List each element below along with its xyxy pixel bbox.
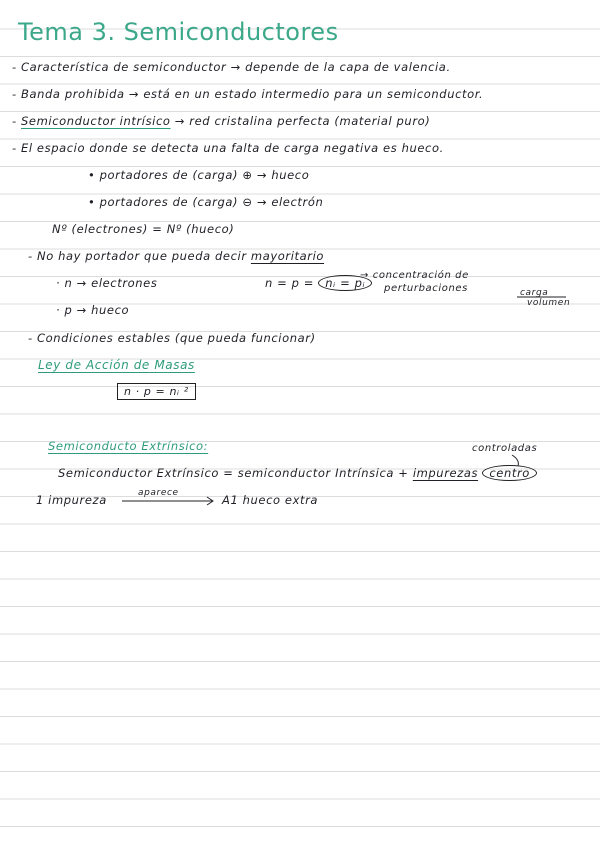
- impurities-term: impurezas: [412, 466, 479, 480]
- page-title: Tema 3. Semiconductores: [18, 18, 339, 46]
- dash: -: [12, 114, 22, 128]
- majority-term: mayoritario: [250, 249, 325, 263]
- note-line-7: Nº (electrones) = Nº (hueco): [52, 222, 235, 236]
- law-formula: n · p = nᵢ ²: [117, 383, 196, 400]
- intrinsic-definition: → red cristalina perfecta (material puro): [170, 114, 431, 128]
- intrinsic-equation: [265, 276, 372, 290]
- note-line-11: - Condiciones estables (que pueda funcionar): [28, 331, 316, 345]
- fraction-denominator: volumen: [527, 298, 571, 308]
- intrinsic-term: Semiconductor intrísico: [21, 114, 171, 128]
- appears-label: aparece: [138, 488, 179, 498]
- note-line-5: • portadores de (carga) ⊕ → hueco: [88, 168, 310, 182]
- controlled-note: controladas: [472, 443, 538, 454]
- extrinsic-definition: [58, 466, 537, 480]
- note-line-4: - El espacio donde se detecta una falta de carga negativa es hueco.: [12, 141, 444, 155]
- extrinsic-formula: Semiconductor Extrínsico = semiconductor Intrínsica +: [58, 466, 413, 480]
- note-line-2: - Banda prohibida → está en un estado intermedio para un semiconductor.: [12, 87, 484, 101]
- note-line-10: · p → hueco: [56, 303, 130, 317]
- note-line-8: [28, 249, 324, 263]
- equation-prefix: n = p =: [265, 276, 315, 290]
- extra-hole: A1 hueco extra: [222, 493, 319, 507]
- center-term: centro: [482, 465, 537, 481]
- law-title: Ley de Acción de Masas: [38, 358, 195, 372]
- intrinsic-concentration: nᵢ = pᵢ: [318, 275, 372, 291]
- impurity-line: 1 impureza: [36, 493, 107, 507]
- majority-prefix: - No hay portador que pueda decir: [28, 249, 251, 263]
- note-line-6: • portadores de (carga) ⊖ → electrón: [88, 195, 324, 209]
- fraction-numerator: carga: [520, 288, 549, 298]
- appears-arrow-head: [207, 497, 213, 505]
- note-line-1: - Característica de semiconductor → depende de la capa de valencia.: [12, 60, 451, 74]
- extrinsic-title: Semiconducto Extrínsico:: [48, 439, 209, 453]
- note-line-3: [12, 114, 430, 128]
- concentration-note: → concentración de: [360, 270, 469, 281]
- perturbation-note: perturbaciones: [384, 283, 468, 294]
- note-line-9: · n → electrones: [56, 276, 158, 290]
